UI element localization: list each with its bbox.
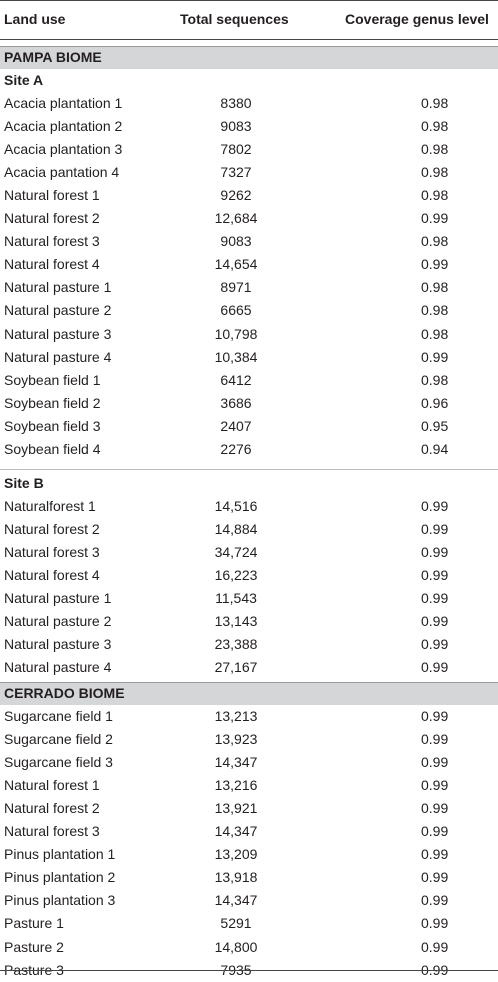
coverage-cell: 0.99 <box>421 613 449 630</box>
table-row <box>0 797 498 820</box>
table-row <box>0 92 498 115</box>
land-use-cell: Natural forest 3 <box>4 823 100 840</box>
total-sequences-cell: 10,798 <box>214 325 258 342</box>
land-use-cell: Acacia pantation 4 <box>4 164 120 181</box>
total-sequences-cell: 14,884 <box>214 521 258 538</box>
total-sequences-cell: 8380 <box>220 95 252 111</box>
coverage-cell: 0.99 <box>421 731 449 748</box>
land-use-cell: Pinus plantation 3 <box>4 892 116 909</box>
site-title: Site A <box>4 72 44 88</box>
table-row <box>0 161 498 184</box>
table-row <box>0 438 498 461</box>
land-use-cell: Acacia plantation 3 <box>4 141 123 158</box>
coverage-cell: 0.99 <box>421 348 449 365</box>
site-title: Site B <box>4 475 44 491</box>
coverage-cell: 0.99 <box>421 708 449 724</box>
land-use-cell: Pinus plantation 2 <box>4 869 116 886</box>
coverage-cell: 0.99 <box>421 869 449 886</box>
section-title: CERRADO BIOME <box>4 685 125 701</box>
table-row <box>0 610 498 633</box>
land-use-cell: Natural forest 1 <box>4 777 100 794</box>
total-sequences-cell: 13,209 <box>214 846 258 863</box>
table-row <box>0 323 498 346</box>
coverage-cell: 0.98 <box>421 164 449 181</box>
coverage-cell: 0.98 <box>421 371 449 388</box>
total-sequences-cell: 16,223 <box>214 567 258 584</box>
header-land-use: Land use <box>4 11 66 27</box>
land-use-cell: Soybean field 3 <box>4 417 101 434</box>
table-row <box>0 751 498 774</box>
table-row <box>0 843 498 866</box>
coverage-cell: 0.99 <box>421 567 449 584</box>
table-row <box>0 912 498 935</box>
total-sequences-cell: 14,516 <box>214 498 258 514</box>
land-use-cell: Natural pasture 2 <box>4 302 112 319</box>
coverage-cell: 0.99 <box>421 636 449 653</box>
land-use-cell: Pasture 1 <box>4 915 64 932</box>
table-row <box>0 346 498 369</box>
total-sequences-cell: 13,923 <box>214 731 258 748</box>
total-sequences-cell: 13,921 <box>214 800 258 817</box>
coverage-cell: 0.99 <box>421 915 449 932</box>
table-row <box>0 705 498 728</box>
coverage-cell: 0.99 <box>421 498 449 514</box>
total-sequences-cell: 9083 <box>220 233 252 250</box>
total-sequences-cell: 12,684 <box>214 210 258 227</box>
table-row <box>0 495 498 518</box>
total-sequences-cell: 11,543 <box>215 590 257 607</box>
total-sequences-cell: 7935 <box>220 961 252 978</box>
coverage-cell: 0.99 <box>421 800 449 817</box>
land-use-cell: Natural forest 4 <box>4 567 100 584</box>
land-use-cell: Pinus plantation 1 <box>4 846 116 863</box>
coverage-cell: 0.98 <box>421 279 449 296</box>
coverage-cell: 0.99 <box>421 754 449 771</box>
total-sequences-cell: 10,384 <box>214 348 258 365</box>
total-sequences-cell: 13,143 <box>214 613 258 630</box>
total-sequences-cell: 14,800 <box>214 938 258 955</box>
table-row <box>0 820 498 843</box>
total-sequences-cell: 13,216 <box>214 777 258 794</box>
land-use-cell: Acacia plantation 1 <box>4 95 123 111</box>
total-sequences-cell: 3686 <box>220 394 252 411</box>
total-sequences-cell: 7327 <box>220 164 252 181</box>
table-row <box>0 299 498 322</box>
total-sequences-cell: 7802 <box>220 141 252 158</box>
table-row <box>0 564 498 587</box>
table-row <box>0 115 498 138</box>
coverage-cell: 0.99 <box>421 659 449 676</box>
land-use-cell: Natural pasture 4 <box>4 348 112 365</box>
coverage-cell: 0.99 <box>421 777 449 794</box>
land-use-cell: Soybean field 1 <box>4 371 101 388</box>
coverage-cell: 0.98 <box>421 233 449 250</box>
total-sequences-cell: 14,347 <box>214 754 258 771</box>
coverage-cell: 0.99 <box>421 590 449 607</box>
land-use-cell: Natural pasture 3 <box>4 636 112 653</box>
land-use-cell: Natural forest 3 <box>4 233 100 250</box>
land-use-cell: Natural forest 2 <box>4 800 100 817</box>
table-row <box>0 936 498 959</box>
total-sequences-cell: 2276 <box>220 440 252 457</box>
land-use-cell: Natural forest 3 <box>4 544 100 561</box>
coverage-cell: 0.95 <box>421 417 449 434</box>
land-use-cell: Natural forest 1 <box>4 187 100 204</box>
table-row <box>0 415 498 438</box>
total-sequences-cell: 23,388 <box>214 636 258 653</box>
total-sequences-cell: 14,654 <box>214 256 258 273</box>
land-use-cell: Natural pasture 3 <box>4 325 112 342</box>
land-use-cell: Natural pasture 4 <box>4 659 112 676</box>
land-use-cell: Naturalforest 1 <box>4 498 96 514</box>
coverage-cell: 0.99 <box>421 256 449 273</box>
table-row <box>0 633 498 656</box>
total-sequences-cell: 6665 <box>220 302 252 319</box>
table-row <box>0 889 498 912</box>
site-divider <box>0 469 498 470</box>
coverage-cell: 0.99 <box>421 846 449 863</box>
total-sequences-cell: 8971 <box>220 279 252 296</box>
total-sequences-cell: 6412 <box>220 371 252 388</box>
total-sequences-cell: 14,347 <box>214 892 258 909</box>
land-use-cell: Pasture 3 <box>4 961 64 978</box>
coverage-cell: 0.98 <box>421 141 449 158</box>
coverage-cell: 0.99 <box>421 210 449 227</box>
total-sequences-cell: 34,724 <box>214 544 258 561</box>
land-use-cell: Natural pasture 1 <box>4 590 112 607</box>
table-row <box>0 774 498 797</box>
header-total-sequences: Total sequences <box>180 11 289 27</box>
table-row <box>0 541 498 564</box>
table-row <box>0 518 498 541</box>
table-bottom-rule <box>0 970 498 971</box>
total-sequences-cell: 9262 <box>220 187 252 204</box>
total-sequences-cell: 27,167 <box>214 659 258 676</box>
land-use-cell: Pasture 2 <box>4 938 64 955</box>
total-sequences-cell: 13,213 <box>214 708 258 724</box>
total-sequences-cell: 5291 <box>220 915 252 932</box>
section-title: PAMPA BIOME <box>4 49 102 65</box>
coverage-cell: 0.98 <box>421 118 449 135</box>
coverage-cell: 0.98 <box>421 302 449 319</box>
table-row <box>0 656 498 679</box>
coverage-cell: 0.98 <box>421 187 449 204</box>
land-use-cell: Natural pasture 2 <box>4 613 112 630</box>
land-use-cell: Acacia plantation 2 <box>4 118 123 135</box>
coverage-cell: 0.98 <box>421 95 449 111</box>
coverage-cell: 0.99 <box>421 961 449 978</box>
table-row <box>0 728 498 751</box>
coverage-cell: 0.98 <box>421 325 449 342</box>
coverage-cell: 0.99 <box>421 521 449 538</box>
table-row <box>0 230 498 253</box>
coverage-cell: 0.96 <box>421 394 449 411</box>
coverage-cell: 0.99 <box>421 823 449 840</box>
coverage-cell: 0.94 <box>421 440 449 457</box>
land-use-cell: Soybean field 2 <box>4 394 101 411</box>
land-use-cell: Natural forest 4 <box>4 256 100 273</box>
table-row <box>0 866 498 889</box>
table-row <box>0 184 498 207</box>
table-row <box>0 369 498 392</box>
coverage-cell: 0.99 <box>421 938 449 955</box>
total-sequences-cell: 14,347 <box>214 823 258 840</box>
table-row <box>0 392 498 415</box>
land-use-cell: Sugarcane field 2 <box>4 731 113 748</box>
table-row <box>0 587 498 610</box>
table-header <box>0 0 498 40</box>
total-sequences-cell: 2407 <box>220 417 252 434</box>
land-use-cell: Sugarcane field 3 <box>4 754 113 771</box>
table-row <box>0 253 498 276</box>
land-use-cell: Natural pasture 1 <box>4 279 112 296</box>
header-coverage: Coverage genus level <box>345 11 489 27</box>
land-use-cell: Soybean field 4 <box>4 440 101 457</box>
total-sequences-cell: 13,918 <box>214 869 258 886</box>
table-row <box>0 138 498 161</box>
land-use-cell: Natural forest 2 <box>4 521 100 538</box>
land-use-cell: Natural forest 2 <box>4 210 100 227</box>
coverage-cell: 0.99 <box>421 544 449 561</box>
table-row <box>0 207 498 230</box>
land-use-cell: Sugarcane field 1 <box>4 708 113 724</box>
section-header <box>0 682 498 705</box>
coverage-cell: 0.99 <box>421 892 449 909</box>
table-row <box>0 276 498 299</box>
section-header <box>0 46 498 69</box>
total-sequences-cell: 9083 <box>220 118 252 135</box>
